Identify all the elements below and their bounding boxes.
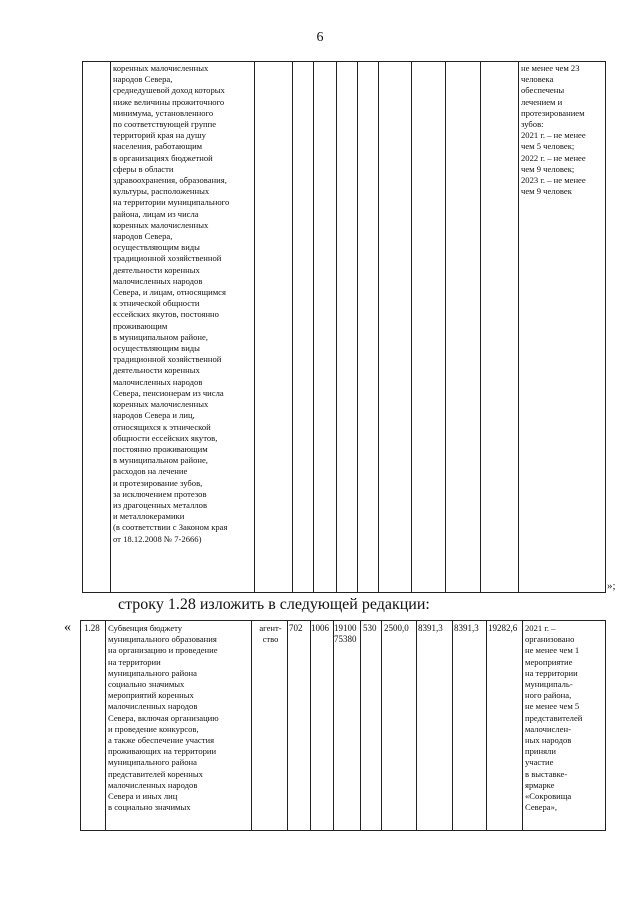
table-1-col-border	[480, 61, 481, 593]
table-1-col-border	[411, 61, 412, 593]
table-1-col-border	[336, 61, 337, 593]
table-2-col-border	[80, 620, 81, 831]
table-1-col-border	[82, 61, 83, 593]
table-2-col-border	[452, 620, 453, 831]
table-1-bottom-border	[82, 592, 605, 593]
table-2-col-border	[486, 620, 487, 831]
table-1-result-cell: не менее чем 23 человека обеспечены лечением и протезированием зубов: 2021 г. – не менее чем 5 человек; 2022 г. – не менее чем 9 человек; 2023 г. – не менее чем 9 человек	[521, 63, 586, 197]
table-2-col-border	[333, 620, 334, 831]
vr-cell: 530	[363, 623, 377, 633]
table-2-col-border	[287, 620, 288, 831]
csr-cell: 19100 75380	[334, 623, 357, 644]
table-2-col-border	[522, 620, 523, 831]
table-2-result-cell: 2021 г. – организовано не менее чем 1 мероприятие на территории муниципаль- ного района, не менее чем 5 представителей малочислен- ных народов приняли участие в выставке- ярмарке «Сокровища Севера»,	[525, 623, 583, 813]
table-1-col-border	[378, 61, 379, 593]
table-2-col-border	[310, 620, 311, 831]
table-1-col-border	[254, 61, 255, 593]
table-2-opening-quote: «	[64, 620, 71, 635]
table-2-col-border	[360, 620, 361, 831]
table-1-col-border	[445, 61, 446, 593]
table-1-col-border	[357, 61, 358, 593]
table-2-bottom-border	[80, 830, 605, 831]
table-2-top-border	[80, 620, 605, 621]
table-1-closing-quote: »;	[607, 580, 616, 592]
table-1-col-border	[110, 61, 111, 593]
row-number-cell: 1.28	[84, 623, 100, 633]
table-2-col-border	[605, 620, 606, 831]
year-2021-cell: 8391,3	[418, 623, 443, 633]
table-1-top-border	[82, 61, 605, 62]
rzpr-cell: 1006	[311, 623, 329, 633]
table-1-description-cell: коренных малочисленных народов Севера, среднедушевой доход которых ниже величины прожиточного минимума, установленного по соответствующей группе территорий края на душу населения, работающим в организациях бюджетной сферы в области здравоохранения, образования, культуры, расположенных на территории муниципального района, лицам из числа коренных малочисленных народов Севера, осуществляющим виды традиционной хозяйственной деятельности коренных малочисленных народов Севера, и лицам, относящимся к этнической общности ессейских якутов, постоянно проживающим в муниципальном районе, осуществляющим виды традиционной хозяйственной деятельности коренных малочисленных народов Севера, пенсионерам из числа коренных малочисленных народов Севера и лиц, относящихся к этнической общности ессейских якутов, постоянно проживающим в муниципальном районе, расходов на лечение и протезирование зубов, за исключением протезов из драгоценных металлов и металлокерамики (в соответствии с Законом края от 18.12.2008 № 7-2666)	[113, 63, 230, 544]
table-1-col-border	[313, 61, 314, 593]
total-cell: 19282,6	[488, 623, 518, 633]
year-2022-cell: 8391,3	[454, 623, 479, 633]
table-2-description-cell: Субвенция бюджету муниципального образования на организацию и проведение на территории муниципального района социально значимых мероприятий коренных малочисленных народов Севера, включая организацию и проведение конкурсов, а также обеспечение участия проживающих на территории муниципального района представителей коренных малочисленных народов Севера и иных лиц в социально значимых	[108, 623, 219, 813]
table-1-col-border	[292, 61, 293, 593]
executor-cell: агент- ство	[259, 623, 282, 644]
table-2-col-border	[416, 620, 417, 831]
table-2-col-border	[251, 620, 252, 831]
section-heading: строку 1.28 изложить в следующей редакции:	[118, 596, 430, 613]
table-1-col-border	[518, 61, 519, 593]
table-1-col-border	[605, 61, 606, 593]
table-2-col-border	[381, 620, 382, 831]
page-number: 6	[316, 30, 324, 45]
grbs-cell: 702	[289, 623, 303, 633]
year-2020-cell: 2500,0	[384, 623, 409, 633]
table-2-col-border	[105, 620, 106, 831]
